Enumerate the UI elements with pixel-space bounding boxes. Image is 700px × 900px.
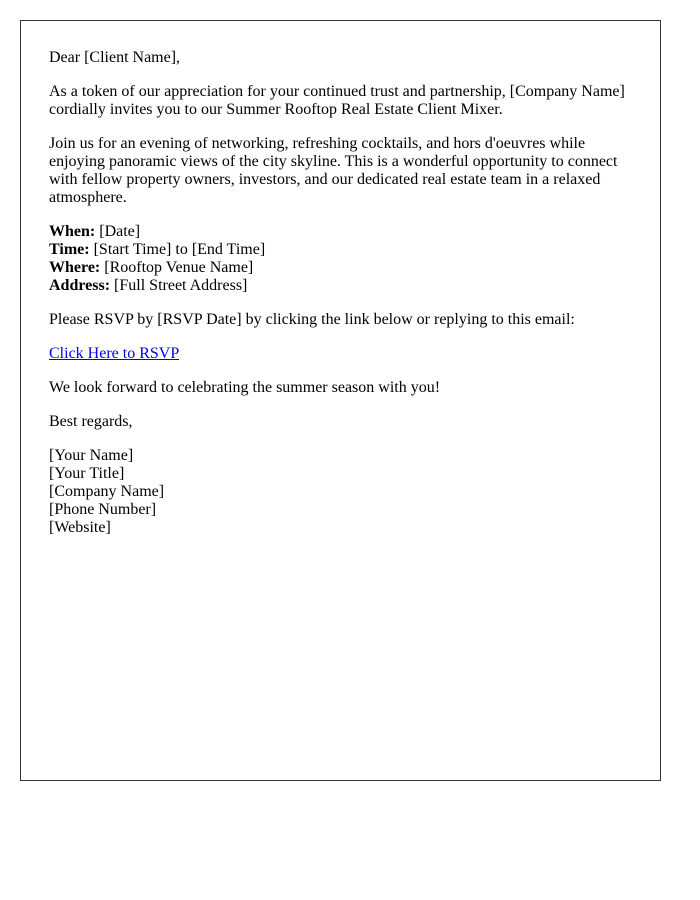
detail-time xyxy=(49,241,632,259)
rsvp-instructions: Please RSVP by [RSVP Date] by clicking the link below or replying to this email: xyxy=(49,311,575,328)
rsvp-link-row xyxy=(49,345,632,363)
event-details xyxy=(49,223,632,295)
invitation-letter xyxy=(20,20,661,781)
detail-value: [Rooftop Venue Name] xyxy=(100,259,254,276)
signature-company: [Company Name] xyxy=(49,483,165,500)
detail-address xyxy=(49,277,632,295)
signature-website: [Website] xyxy=(49,519,111,536)
detail-when xyxy=(49,223,632,241)
greeting: Dear [Client Name], xyxy=(49,49,181,66)
intro-paragraph: As a token of our appreciation for your continued trust and partnership, [Company Name] cordially invites you to our Summer Rooftop Real Estate Client Mixer. xyxy=(49,83,625,118)
detail-label: Time: xyxy=(49,241,90,258)
rsvp-link[interactable]: Click Here to RSVP xyxy=(49,345,180,362)
detail-where xyxy=(49,259,632,277)
signature-title: [Your Title] xyxy=(49,465,125,482)
detail-value: [Start Time] to [End Time] xyxy=(89,241,266,258)
detail-label: Address: xyxy=(49,277,111,294)
signature-phone: [Phone Number] xyxy=(49,501,157,518)
detail-value: [Date] xyxy=(95,223,141,240)
detail-label: When: xyxy=(49,223,96,240)
closing-line: We look forward to celebrating the summer season with you! xyxy=(49,379,441,396)
body-paragraph: Join us for an evening of networking, refreshing cocktails, and hors d'oeuvres while enjoying panoramic views of the city skyline. This is a wonderful opportunity to connect with fellow property owners, investors, and our dedicated real estate team in a relaxed atmosphere. xyxy=(49,135,618,206)
detail-value: [Full Street Address] xyxy=(110,277,248,294)
detail-label: Where: xyxy=(49,259,101,276)
sign-off: Best regards, xyxy=(49,413,133,430)
signature-block xyxy=(49,447,632,537)
signature-name: [Your Name] xyxy=(49,447,134,464)
